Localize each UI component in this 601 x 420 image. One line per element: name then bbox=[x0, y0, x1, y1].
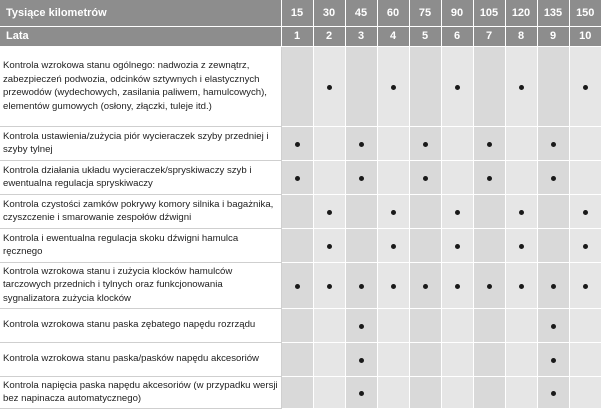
year-value: 1 bbox=[281, 26, 313, 46]
schedule-cell bbox=[441, 46, 473, 126]
schedule-cell bbox=[441, 194, 473, 228]
schedule-cell bbox=[345, 126, 377, 160]
schedule-cell bbox=[473, 262, 505, 308]
scheduled-dot-icon bbox=[423, 142, 428, 147]
schedule-cell bbox=[281, 308, 313, 342]
schedule-cell bbox=[313, 126, 345, 160]
schedule-cell bbox=[569, 342, 601, 376]
year-value: 6 bbox=[441, 26, 473, 46]
schedule-cell bbox=[345, 160, 377, 194]
schedule-cell bbox=[473, 46, 505, 126]
schedule-cell bbox=[441, 160, 473, 194]
schedule-cell bbox=[281, 342, 313, 376]
schedule-cell bbox=[473, 194, 505, 228]
schedule-cell bbox=[569, 46, 601, 126]
task-label: Kontrola wzrokowa stanu paska/pasków napędu akcesoriów bbox=[0, 342, 281, 376]
schedule-cell bbox=[377, 228, 409, 262]
year-value: 2 bbox=[313, 26, 345, 46]
scheduled-dot-icon bbox=[295, 176, 300, 181]
schedule-cell bbox=[569, 376, 601, 408]
year-value: 3 bbox=[345, 26, 377, 46]
schedule-cell bbox=[569, 160, 601, 194]
year-value: 9 bbox=[537, 26, 569, 46]
table-row bbox=[0, 308, 601, 342]
years-header-label: Lata bbox=[0, 26, 281, 46]
schedule-cell bbox=[409, 228, 441, 262]
schedule-cell bbox=[281, 262, 313, 308]
year-value: 4 bbox=[377, 26, 409, 46]
schedule-cell bbox=[537, 342, 569, 376]
scheduled-dot-icon bbox=[327, 210, 332, 215]
scheduled-dot-icon bbox=[359, 391, 364, 396]
schedule-cell bbox=[377, 126, 409, 160]
schedule-cell bbox=[345, 46, 377, 126]
task-label: Kontrola działania układu wycieraczek/spryskiwaczy szyb i ewentualna regulacja spryskiwaczy bbox=[0, 160, 281, 194]
schedule-cell bbox=[377, 342, 409, 376]
schedule-cell bbox=[505, 126, 537, 160]
schedule-cell bbox=[441, 126, 473, 160]
schedule-cell bbox=[569, 308, 601, 342]
schedule-cell bbox=[345, 228, 377, 262]
schedule-cell bbox=[345, 262, 377, 308]
scheduled-dot-icon bbox=[487, 284, 492, 289]
schedule-cell bbox=[473, 376, 505, 408]
table-row bbox=[0, 342, 601, 376]
km-value: 60 bbox=[377, 0, 409, 26]
km-value: 15 bbox=[281, 0, 313, 26]
task-label: Kontrola czystości zamków pokrywy komory silnika i bagażnika, czyszczenie i smarowanie zespołów dźwigni bbox=[0, 194, 281, 228]
schedule-cell bbox=[537, 126, 569, 160]
task-label: Kontrola wzrokowa stanu paska zębatego napędu rozrządu bbox=[0, 308, 281, 342]
table-row bbox=[0, 228, 601, 262]
schedule-cell bbox=[345, 342, 377, 376]
scheduled-dot-icon bbox=[487, 176, 492, 181]
scheduled-dot-icon bbox=[455, 85, 460, 90]
schedule-cell bbox=[505, 376, 537, 408]
schedule-cell bbox=[537, 160, 569, 194]
scheduled-dot-icon bbox=[551, 142, 556, 147]
scheduled-dot-icon bbox=[519, 244, 524, 249]
schedule-cell bbox=[281, 228, 313, 262]
years-header-row bbox=[0, 26, 601, 46]
year-value: 10 bbox=[569, 26, 601, 46]
schedule-cell bbox=[377, 194, 409, 228]
km-value: 75 bbox=[409, 0, 441, 26]
scheduled-dot-icon bbox=[327, 85, 332, 90]
km-value: 135 bbox=[537, 0, 569, 26]
schedule-cell bbox=[281, 126, 313, 160]
scheduled-dot-icon bbox=[359, 176, 364, 181]
scheduled-dot-icon bbox=[359, 358, 364, 363]
schedule-cell bbox=[505, 342, 537, 376]
schedule-cell bbox=[473, 342, 505, 376]
schedule-cell bbox=[537, 376, 569, 408]
year-value: 8 bbox=[505, 26, 537, 46]
schedule-cell bbox=[313, 160, 345, 194]
schedule-cell bbox=[281, 46, 313, 126]
scheduled-dot-icon bbox=[391, 85, 396, 90]
schedule-cell bbox=[313, 228, 345, 262]
schedule-cell bbox=[441, 228, 473, 262]
schedule-cell bbox=[569, 262, 601, 308]
scheduled-dot-icon bbox=[455, 244, 460, 249]
schedule-cell bbox=[505, 160, 537, 194]
scheduled-dot-icon bbox=[551, 284, 556, 289]
schedule-cell bbox=[473, 228, 505, 262]
schedule-cell bbox=[409, 194, 441, 228]
table-row bbox=[0, 126, 601, 160]
table-row bbox=[0, 194, 601, 228]
scheduled-dot-icon bbox=[551, 176, 556, 181]
km-value: 30 bbox=[313, 0, 345, 26]
schedule-cell bbox=[409, 46, 441, 126]
schedule-cell bbox=[537, 262, 569, 308]
task-label: Kontrola napięcia paska napędu akcesoriów (w przypadku wersji bez napinacza automatycznego) bbox=[0, 376, 281, 408]
schedule-cell bbox=[505, 308, 537, 342]
schedule-cell bbox=[313, 376, 345, 408]
schedule-cell bbox=[441, 376, 473, 408]
km-value: 90 bbox=[441, 0, 473, 26]
task-label: Kontrola wzrokowa stanu ogólnego: nadwozia z zewnątrz, zabezpieczeń podwozia, odcinków sztywnych i elastycznych przewodów (wydechowych, zasilania paliwem, hamulcowych), elementów gumowych (osłony, złączki, tuleje itd.) bbox=[0, 46, 281, 126]
scheduled-dot-icon bbox=[455, 210, 460, 215]
km-value: 150 bbox=[569, 0, 601, 26]
schedule-cell bbox=[345, 194, 377, 228]
schedule-cell bbox=[537, 46, 569, 126]
schedule-cell bbox=[313, 46, 345, 126]
schedule-cell bbox=[281, 376, 313, 408]
scheduled-dot-icon bbox=[327, 284, 332, 289]
scheduled-dot-icon bbox=[455, 284, 460, 289]
scheduled-dot-icon bbox=[583, 85, 588, 90]
schedule-cell bbox=[473, 160, 505, 194]
scheduled-dot-icon bbox=[359, 142, 364, 147]
schedule-cell bbox=[569, 194, 601, 228]
scheduled-dot-icon bbox=[327, 244, 332, 249]
km-value: 45 bbox=[345, 0, 377, 26]
schedule-cell bbox=[537, 308, 569, 342]
schedule-cell bbox=[409, 160, 441, 194]
scheduled-dot-icon bbox=[583, 210, 588, 215]
scheduled-dot-icon bbox=[423, 176, 428, 181]
table-row bbox=[0, 46, 601, 126]
task-label: Kontrola i ewentualna regulacja skoku dźwigni hamulca ręcznego bbox=[0, 228, 281, 262]
scheduled-dot-icon bbox=[487, 142, 492, 147]
km-header-label: Tysiące kilometrów bbox=[0, 0, 281, 26]
schedule-cell bbox=[441, 342, 473, 376]
schedule-cell bbox=[377, 376, 409, 408]
km-value: 105 bbox=[473, 0, 505, 26]
schedule-cell bbox=[505, 194, 537, 228]
schedule-cell bbox=[441, 262, 473, 308]
schedule-cell bbox=[505, 46, 537, 126]
table-row bbox=[0, 160, 601, 194]
table-row bbox=[0, 262, 601, 308]
scheduled-dot-icon bbox=[583, 244, 588, 249]
scheduled-dot-icon bbox=[391, 210, 396, 215]
schedule-cell bbox=[537, 194, 569, 228]
schedule-cell bbox=[281, 160, 313, 194]
schedule-cell bbox=[409, 262, 441, 308]
schedule-cell bbox=[409, 342, 441, 376]
schedule-cell bbox=[441, 308, 473, 342]
scheduled-dot-icon bbox=[359, 324, 364, 329]
schedule-body bbox=[0, 46, 601, 408]
scheduled-dot-icon bbox=[583, 284, 588, 289]
scheduled-dot-icon bbox=[551, 358, 556, 363]
schedule-cell bbox=[409, 126, 441, 160]
schedule-cell bbox=[409, 308, 441, 342]
schedule-cell bbox=[505, 228, 537, 262]
scheduled-dot-icon bbox=[551, 391, 556, 396]
task-label: Kontrola ustawienia/zużycia piór wycieraczek szyby przedniej i szyby tylnej bbox=[0, 126, 281, 160]
scheduled-dot-icon bbox=[359, 284, 364, 289]
scheduled-dot-icon bbox=[519, 210, 524, 215]
task-label: Kontrola wzrokowa stanu i zużycia klocków hamulców tarczowych przednich i tylnych oraz funkcjonowania sygnalizatora zużycia klocków bbox=[0, 262, 281, 308]
schedule-cell bbox=[377, 160, 409, 194]
schedule-cell bbox=[313, 308, 345, 342]
schedule-cell bbox=[569, 228, 601, 262]
schedule-cell bbox=[473, 308, 505, 342]
schedule-cell bbox=[409, 376, 441, 408]
km-value: 120 bbox=[505, 0, 537, 26]
scheduled-dot-icon bbox=[519, 85, 524, 90]
scheduled-dot-icon bbox=[423, 284, 428, 289]
scheduled-dot-icon bbox=[295, 142, 300, 147]
schedule-cell bbox=[313, 262, 345, 308]
schedule-cell bbox=[473, 126, 505, 160]
table-row bbox=[0, 376, 601, 408]
schedule-cell bbox=[377, 262, 409, 308]
schedule-cell bbox=[281, 194, 313, 228]
schedule-cell bbox=[377, 46, 409, 126]
scheduled-dot-icon bbox=[295, 284, 300, 289]
schedule-cell bbox=[569, 126, 601, 160]
scheduled-dot-icon bbox=[551, 324, 556, 329]
km-header-row bbox=[0, 0, 601, 26]
scheduled-dot-icon bbox=[391, 284, 396, 289]
scheduled-dot-icon bbox=[519, 284, 524, 289]
schedule-cell bbox=[377, 308, 409, 342]
schedule-cell bbox=[537, 228, 569, 262]
schedule-cell bbox=[313, 194, 345, 228]
scheduled-dot-icon bbox=[391, 244, 396, 249]
year-value: 7 bbox=[473, 26, 505, 46]
year-value: 5 bbox=[409, 26, 441, 46]
schedule-cell bbox=[345, 376, 377, 408]
schedule-cell bbox=[313, 342, 345, 376]
schedule-cell bbox=[345, 308, 377, 342]
schedule-cell bbox=[505, 262, 537, 308]
